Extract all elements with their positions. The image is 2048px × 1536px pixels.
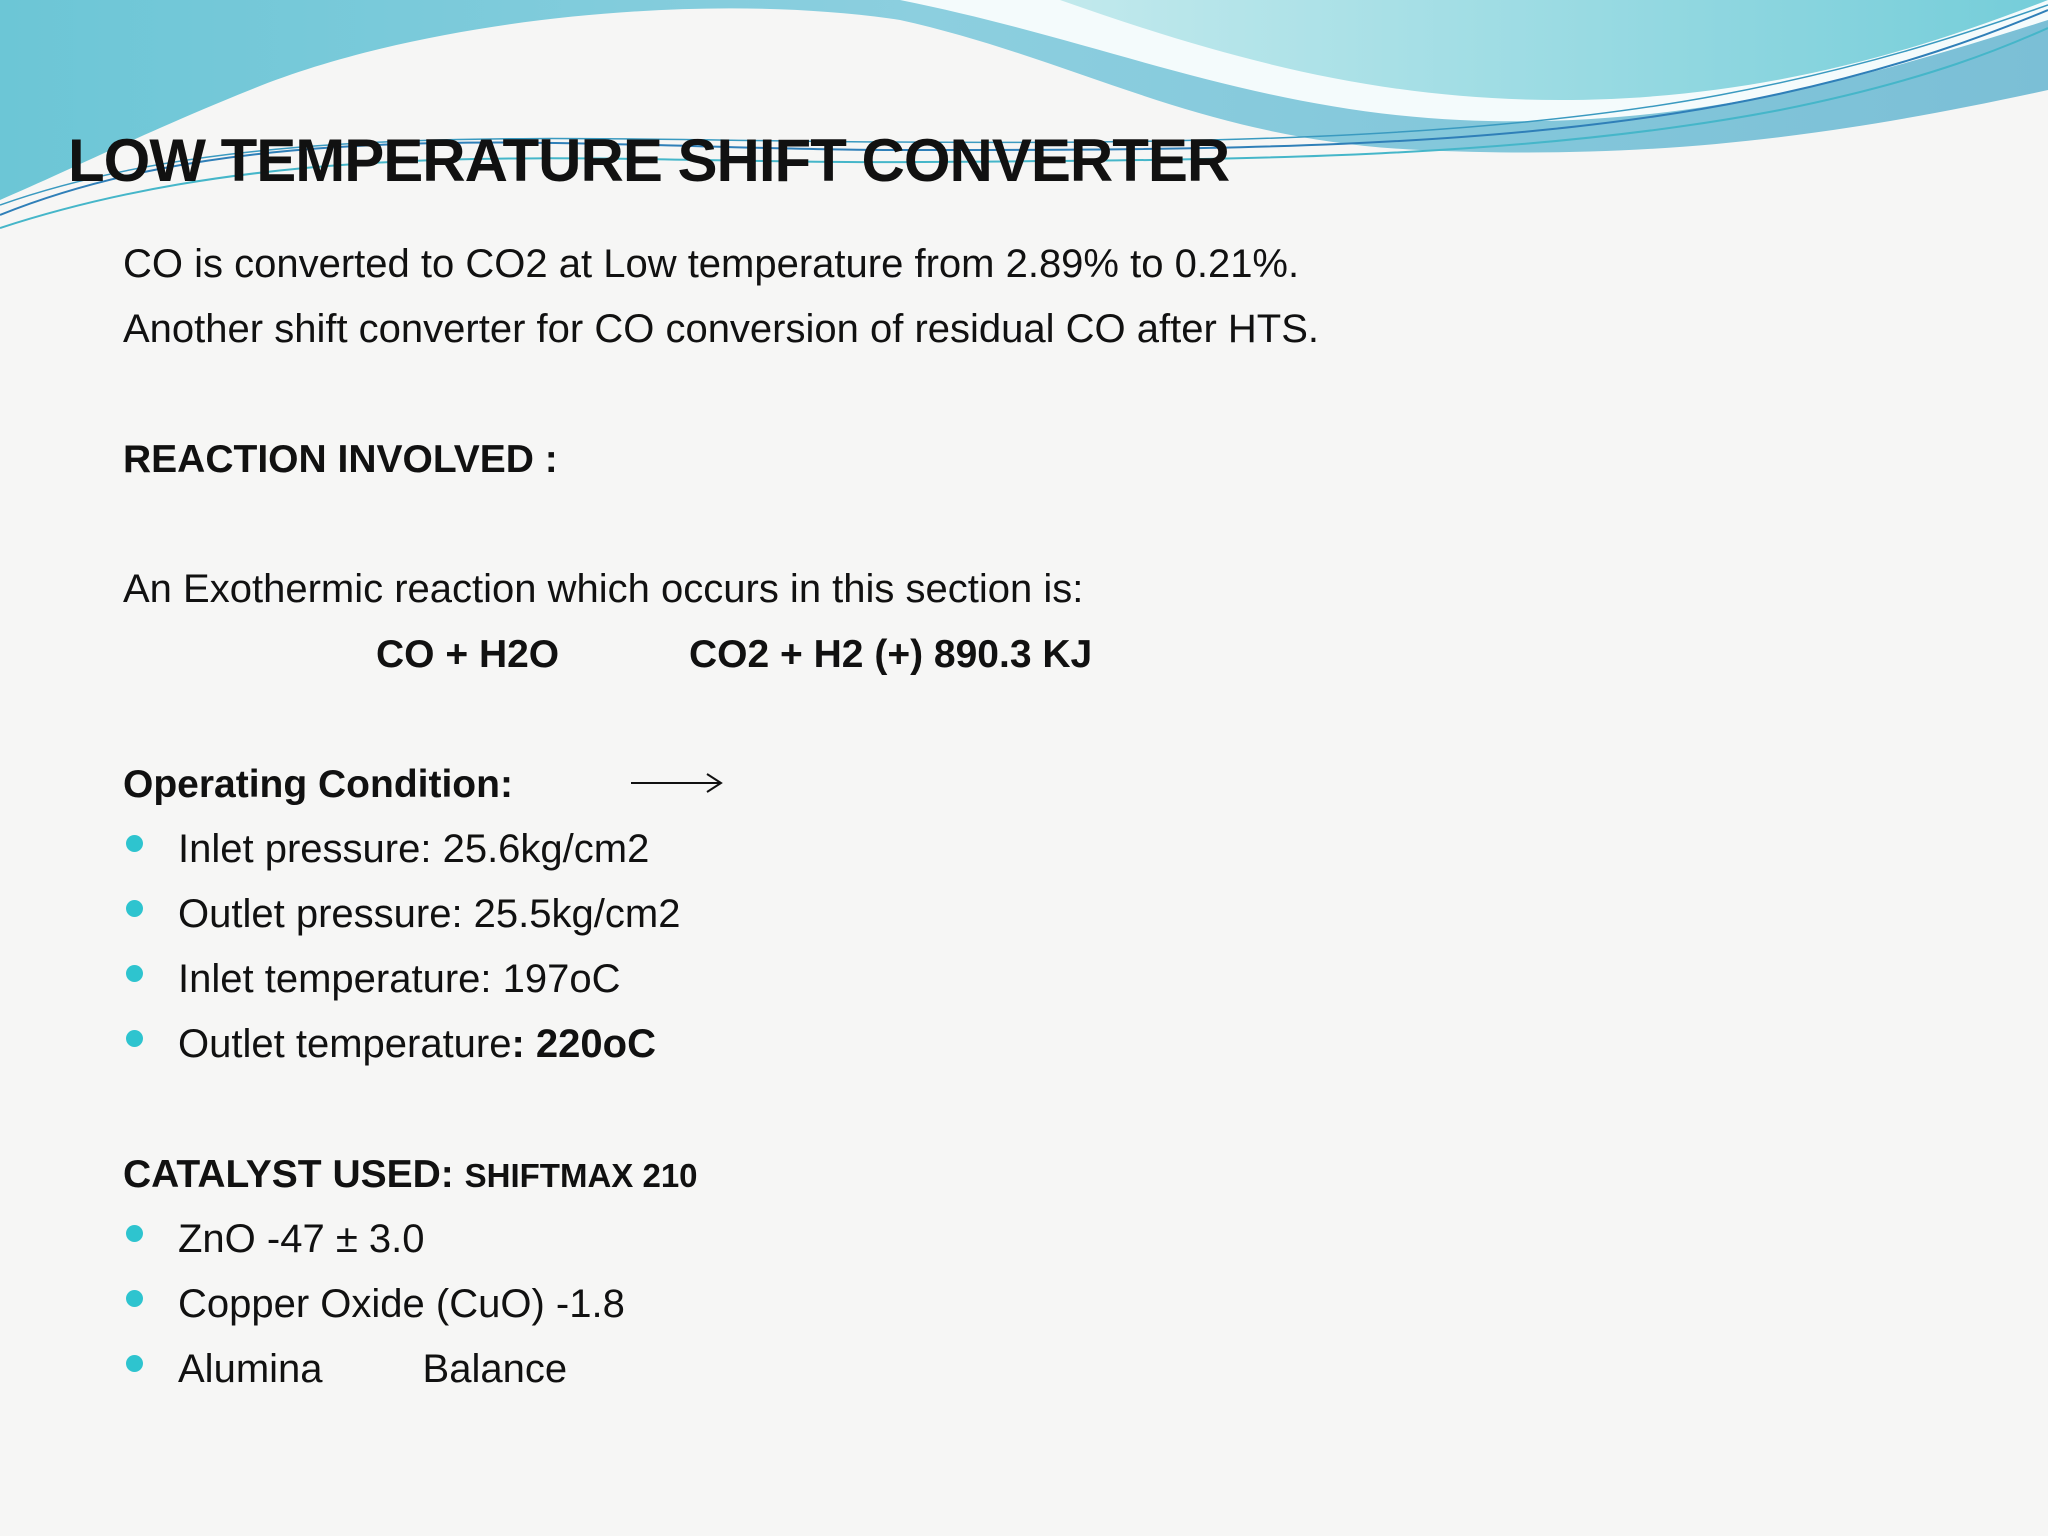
equation-reactants: CO + H2O: [376, 633, 560, 676]
catalyst-list: [123, 1207, 1923, 1402]
catalyst-heading: CATALYST USED:: [123, 1153, 465, 1196]
operating-heading-row: [123, 752, 1923, 817]
right-arrow-icon: [629, 768, 725, 798]
bullet-dot-icon: [126, 965, 143, 982]
list-item: [123, 1272, 1923, 1337]
catalyst-name: SHIFTMAX 210: [464, 1157, 698, 1194]
slide-title: LOW TEMPERATURE SHIFT CONVERTER: [68, 127, 1230, 194]
list-item: [123, 1207, 1923, 1272]
condition-value: : 220oC: [511, 1022, 656, 1066]
bullet-dot-icon: [126, 1225, 143, 1242]
catalyst-component: Copper Oxide (CuO) -1.8: [178, 1282, 625, 1326]
spacer: [123, 687, 1923, 752]
bullet-dot-icon: [126, 835, 143, 852]
condition-label: Inlet pressure: 25.6kg/cm2: [178, 827, 650, 871]
bullet-dot-icon: [126, 900, 143, 917]
reaction-intro: An Exothermic reaction which occurs in this section is:: [123, 567, 1084, 611]
catalyst-component: ZnO -47 ± 3.0: [178, 1217, 425, 1261]
catalyst-amount: Balance: [422, 1347, 568, 1391]
list-item: [123, 882, 1923, 947]
catalyst-heading-row: [123, 1142, 1923, 1207]
slide-body: [123, 232, 1923, 1402]
reaction-heading: REACTION INVOLVED :: [123, 438, 558, 481]
catalyst-component: Alumina: [178, 1347, 323, 1391]
intro-line-1: CO is converted to CO2 at Low temperature from 2.89% to 0.21%.: [123, 242, 1300, 286]
condition-label: Inlet temperature: 197oC: [178, 957, 621, 1001]
reaction-equation: [123, 622, 1923, 687]
intro-line-2: Another shift converter for CO conversion of residual CO after HTS.: [123, 307, 1320, 351]
spacer: [123, 492, 1923, 557]
condition-label: Outlet pressure: 25.5kg/cm2: [178, 892, 681, 936]
list-item: [123, 947, 1923, 1012]
bullet-dot-icon: [126, 1030, 143, 1047]
spacer: [123, 362, 1923, 427]
operating-conditions-list: [123, 817, 1923, 1077]
spacer: [123, 1077, 1923, 1142]
bullet-dot-icon: [126, 1355, 143, 1372]
bullet-dot-icon: [126, 1290, 143, 1307]
operating-heading: Operating Condition:: [123, 763, 513, 806]
condition-label: Outlet temperature: [178, 1022, 512, 1066]
list-item: [123, 817, 1923, 882]
equation-products: CO2 + H2 (+) 890.3 KJ: [689, 633, 1093, 676]
list-item: [123, 1012, 1923, 1077]
list-item: [123, 1337, 1923, 1402]
